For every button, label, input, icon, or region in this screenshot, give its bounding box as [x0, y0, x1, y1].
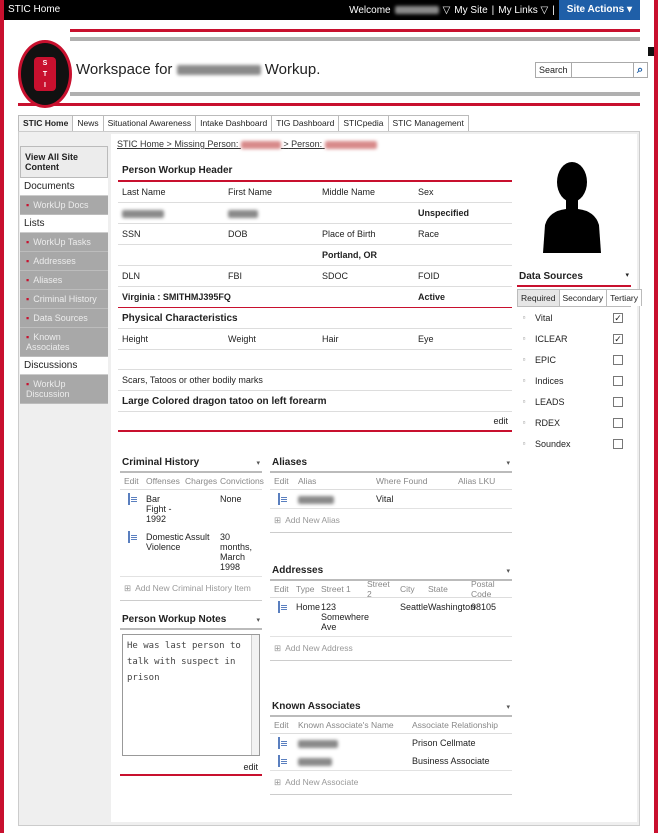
ql-section-documents[interactable]: Documents [20, 178, 108, 196]
list-header: Edit Offenses Charges Convictions [120, 473, 262, 490]
header-stripe [18, 103, 640, 106]
data-source-row: ▫ Soundex [517, 433, 631, 454]
webpart-menu-arrow[interactable]: ▾ [506, 459, 510, 467]
data-source-checkbox[interactable] [613, 418, 623, 428]
welcome-menu-arrow[interactable]: ▽ [442, 4, 451, 16]
search-scope-label[interactable]: Search [535, 62, 572, 78]
edit-item-icon[interactable] [128, 531, 130, 543]
notes-textarea[interactable]: He was last person to talk with suspect in prison [122, 634, 260, 756]
add-associate-link[interactable]: ⊞ Add New Associate [270, 770, 512, 795]
ql-item-criminal-history[interactable]: ▪ Criminal History [20, 290, 108, 309]
edit-link[interactable]: edit [120, 760, 262, 776]
list-header: Edit Known Associate's Name Associate Relationship [270, 717, 512, 734]
scars-label-row: Scars, Tatoos or other bodily marks [118, 370, 512, 391]
ql-section-discussions[interactable]: Discussions [20, 357, 108, 375]
webpart-title: Person Workup Header [118, 161, 512, 182]
ql-item-workup-docs[interactable]: ▪ WorkUp Docs [20, 196, 108, 215]
edit-item-icon[interactable] [278, 601, 280, 613]
last-name-redacted [122, 210, 164, 218]
data-source-checkbox[interactable]: ✓ [614, 312, 622, 323]
stic-logo[interactable] [18, 40, 72, 108]
ql-item-workup-tasks[interactable]: ▪ WorkUp Tasks [20, 233, 108, 252]
webpart-title: Known Associates [272, 701, 361, 712]
header-stripe [70, 92, 640, 96]
edge-marker [648, 47, 654, 56]
tab-required[interactable]: Required [517, 289, 560, 306]
view-all-site-content-link[interactable]: View All Site Content [20, 146, 108, 178]
user-name-redacted[interactable] [395, 6, 439, 14]
tab-secondary[interactable]: Secondary [559, 289, 608, 306]
data-source-checkbox[interactable]: ✓ [614, 333, 622, 344]
header-values-row [118, 350, 512, 370]
edit-item-icon[interactable] [128, 493, 130, 505]
data-source-row: ▫ EPIC [517, 349, 631, 370]
scrollbar[interactable] [251, 635, 259, 755]
tab-sticpedia[interactable]: STICpedia [338, 115, 388, 131]
my-site-link[interactable]: My Site [454, 4, 488, 16]
webpart-title: Person Workup Notes [122, 614, 227, 625]
site-actions-menu[interactable]: Site Actions ▾ [559, 0, 640, 20]
header-stripe [70, 29, 640, 32]
place-of-birth-value: Portland, OR [322, 250, 378, 260]
header-stripe [70, 37, 640, 41]
list-item: Business Associate [270, 752, 512, 770]
quick-launch [20, 146, 108, 404]
welcome-label: Welcome [349, 4, 391, 16]
list-item: Bar Fight - 1992 None [120, 490, 262, 528]
physical-characteristics-heading: Physical Characteristics [118, 308, 512, 329]
data-source-row: ▫ ICLEAR ✓ [522, 333, 622, 344]
webpart-menu-arrow[interactable]: ▾ [506, 703, 510, 711]
breadcrumb-person[interactable]: Person: [291, 139, 323, 149]
list-item: Home 123 Somewhere Ave Seattle Washington 98105 [270, 598, 512, 636]
webpart-menu-arrow[interactable]: ▾ [506, 567, 510, 575]
webpart-menu-arrow[interactable]: ▾ [256, 459, 260, 467]
search-icon[interactable]: ⌕ [634, 62, 648, 78]
person-photo [541, 155, 603, 253]
header-labels-row: DLN FBI SDOC FOID [118, 266, 512, 287]
alias-redacted[interactable] [298, 496, 334, 504]
data-source-checkbox[interactable] [613, 439, 623, 449]
data-sources-webpart [517, 268, 639, 454]
header-labels-row: SSN DOB Place of Birth Race [118, 224, 512, 245]
tab-tig-dashboard[interactable]: TIG Dashboard [271, 115, 339, 131]
known-associates-webpart [270, 698, 512, 795]
webpart-menu-arrow[interactable]: ▾ [625, 272, 629, 279]
tab-news[interactable]: News [72, 115, 103, 131]
list-item: Prison Cellmate [270, 734, 512, 752]
data-source-row: ▫ Vital ✓ [522, 312, 622, 323]
associate-name-redacted[interactable] [298, 758, 332, 766]
redacted-name[interactable] [325, 141, 377, 149]
tab-intake-dashboard[interactable]: Intake Dashboard [195, 115, 272, 131]
global-nav-bar [4, 0, 640, 20]
header-values-row [118, 203, 512, 224]
breadcrumb-home[interactable]: STIC Home [117, 139, 165, 149]
header-values-row [118, 245, 512, 266]
logo-letter: S [42, 60, 48, 67]
person-name-redacted [177, 65, 261, 75]
edit-link[interactable]: edit [118, 412, 512, 432]
add-criminal-history-link[interactable]: ⊞ Add New Criminal History Item [120, 576, 262, 601]
page-title: Workspace for Workup. [76, 61, 321, 78]
search-box [535, 62, 648, 78]
data-source-tabs [517, 289, 639, 307]
first-name-redacted [228, 210, 258, 218]
main-content [111, 134, 637, 822]
ql-item-known-associates[interactable]: ▪ Known Associates [20, 328, 108, 357]
data-source-checkbox[interactable] [613, 355, 623, 365]
person-workup-header [118, 161, 512, 432]
add-address-link[interactable]: ⊞ Add New Address [270, 636, 512, 661]
webpart-title: Data Sources [519, 271, 583, 282]
logo-letter: T [42, 71, 48, 78]
tab-stic-management[interactable]: STIC Management [388, 115, 469, 131]
associate-name-redacted[interactable] [298, 740, 338, 748]
tab-tertiary[interactable]: Tertiary [606, 289, 642, 306]
addresses-webpart [270, 562, 512, 661]
logo-letter: I [44, 82, 46, 89]
scars-value-row: Large Colored dragon tatoo on left forearm [118, 391, 512, 412]
breadcrumb: STIC Home > Missing Person: > Person: [117, 139, 377, 149]
sex-value: Unspecified [418, 208, 470, 218]
header-values-row [118, 287, 512, 308]
search-input[interactable] [572, 62, 634, 78]
my-links-menu[interactable]: My Links ▽ [498, 4, 549, 16]
notes-webpart [120, 611, 262, 776]
edit-item-icon[interactable] [278, 755, 280, 767]
dln-value: Virginia : SMITHMJ395FQ [122, 292, 231, 302]
status-value: Active [418, 292, 446, 302]
ql-item-data-sources[interactable]: ▪ Data Sources [20, 309, 108, 328]
add-alias-link[interactable]: ⊞ Add New Alias [270, 508, 512, 533]
nav-divider: | [552, 4, 555, 16]
stic-home-link[interactable]: STIC Home [8, 4, 61, 15]
data-source-checkbox[interactable] [613, 376, 623, 386]
edit-item-icon[interactable] [278, 493, 280, 505]
list-header: Edit Alias Where Found Alias LKU [270, 473, 512, 490]
data-source-row: ▫ RDEX [517, 412, 631, 433]
webpart-title: Criminal History [122, 457, 200, 468]
webpart-title: Aliases [272, 457, 308, 468]
list-header: Edit Type Street 1 Street 2 City State Postal Code [270, 581, 512, 598]
data-source-checkbox[interactable] [613, 397, 623, 407]
breadcrumb-missing-person[interactable]: Missing Person: [174, 139, 239, 149]
logo-emblem [34, 57, 56, 91]
tab-situational-awareness[interactable]: Situational Awareness [103, 115, 196, 131]
aliases-webpart [270, 454, 512, 533]
header-labels-row: Last Name First Name Middle Name Sex [118, 182, 512, 203]
data-source-row: ▫ LEADS [517, 391, 631, 412]
ql-section-lists[interactable]: Lists [20, 215, 108, 233]
webpart-menu-arrow[interactable]: ▾ [256, 616, 260, 624]
criminal-history-webpart [120, 454, 262, 601]
header-labels-row: Height Weight Hair Eye [118, 329, 512, 350]
list-item: Domestic Violence Assult 30 months, March 1998 [120, 528, 262, 576]
webpart-title: Addresses [272, 565, 324, 576]
ql-item-addresses[interactable]: ▪ Addresses [20, 252, 108, 271]
list-item: Vital [270, 490, 512, 508]
tab-stic-home[interactable]: STIC Home [18, 115, 73, 131]
ql-item-aliases[interactable]: ▪ Aliases [20, 271, 108, 290]
data-source-row: ▫ Indices [517, 370, 631, 391]
edit-item-icon[interactable] [278, 737, 280, 749]
nav-divider: | [491, 4, 495, 16]
ql-item-workup-discussion[interactable]: ▪ WorkUp Discussion [20, 375, 108, 404]
top-nav-tabs [18, 115, 468, 131]
redacted-name[interactable] [241, 141, 281, 149]
